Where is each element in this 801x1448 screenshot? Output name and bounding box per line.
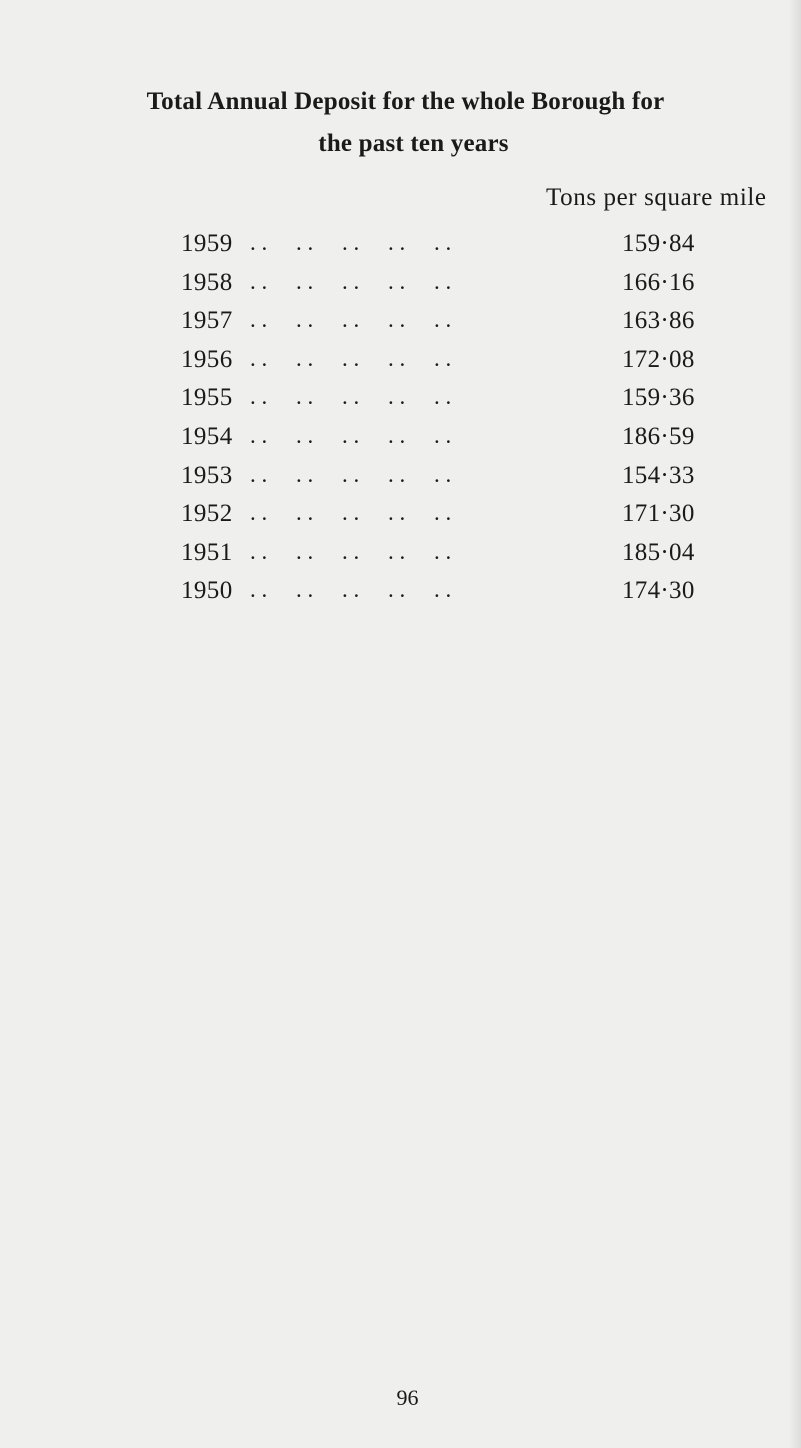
row-value: 154·33 xyxy=(622,461,695,489)
table-row xyxy=(0,423,801,462)
table-row xyxy=(0,539,801,578)
row-leaders: . . . . . . . . . . xyxy=(250,422,452,448)
table-row xyxy=(0,462,801,501)
row-year: 1958 xyxy=(181,268,233,296)
row-value: 166·16 xyxy=(622,268,695,296)
row-value: 186·59 xyxy=(622,422,695,450)
row-year: 1955 xyxy=(181,384,233,412)
row-year: 1954 xyxy=(181,422,233,450)
row-value: 185·04 xyxy=(622,538,695,566)
row-year: 1957 xyxy=(181,307,233,335)
table-row xyxy=(0,577,801,616)
row-leaders: . . . . . . . . . . xyxy=(250,384,452,410)
table-row xyxy=(0,500,801,539)
row-year: 1956 xyxy=(181,345,233,373)
page-edge-shadow xyxy=(789,0,801,1448)
row-leaders: . . . . . . . . . . xyxy=(250,461,452,487)
row-leaders: . . . . . . . . . . xyxy=(250,307,452,333)
row-value: 159·84 xyxy=(622,230,695,257)
row-value: 172·08 xyxy=(622,345,695,373)
table-row xyxy=(0,346,801,385)
row-leaders: . . . . . . . . . . xyxy=(250,500,452,526)
table-title-line-1: Total Annual Deposit for the whole Borough for xyxy=(146,88,665,115)
row-value: 159·36 xyxy=(622,384,695,412)
row-leaders: . . . . . . . . . . xyxy=(250,577,452,603)
row-year: 1950 xyxy=(181,577,233,605)
table-row xyxy=(0,269,801,308)
row-leaders: . . . . . . . . . . xyxy=(250,230,452,255)
page-number: 96 xyxy=(396,1385,419,1410)
deposit-table xyxy=(0,230,801,616)
table-title-line-2: the past ten years xyxy=(318,130,509,157)
table-row xyxy=(0,230,801,269)
table-row xyxy=(0,384,801,423)
row-leaders: . . . . . . . . . . xyxy=(250,345,452,371)
row-year: 1959 xyxy=(181,230,233,257)
row-leaders: . . . . . . . . . . xyxy=(250,268,452,294)
column-header: Tons per square mile xyxy=(546,184,767,211)
row-value: 174·30 xyxy=(622,577,695,605)
row-value: 171·30 xyxy=(622,500,695,528)
table-row xyxy=(0,307,801,346)
row-year: 1952 xyxy=(181,500,233,528)
row-year: 1953 xyxy=(181,461,233,489)
row-value: 163·86 xyxy=(622,307,695,335)
row-year: 1951 xyxy=(181,538,233,566)
row-leaders: . . . . . . . . . . xyxy=(250,538,452,564)
